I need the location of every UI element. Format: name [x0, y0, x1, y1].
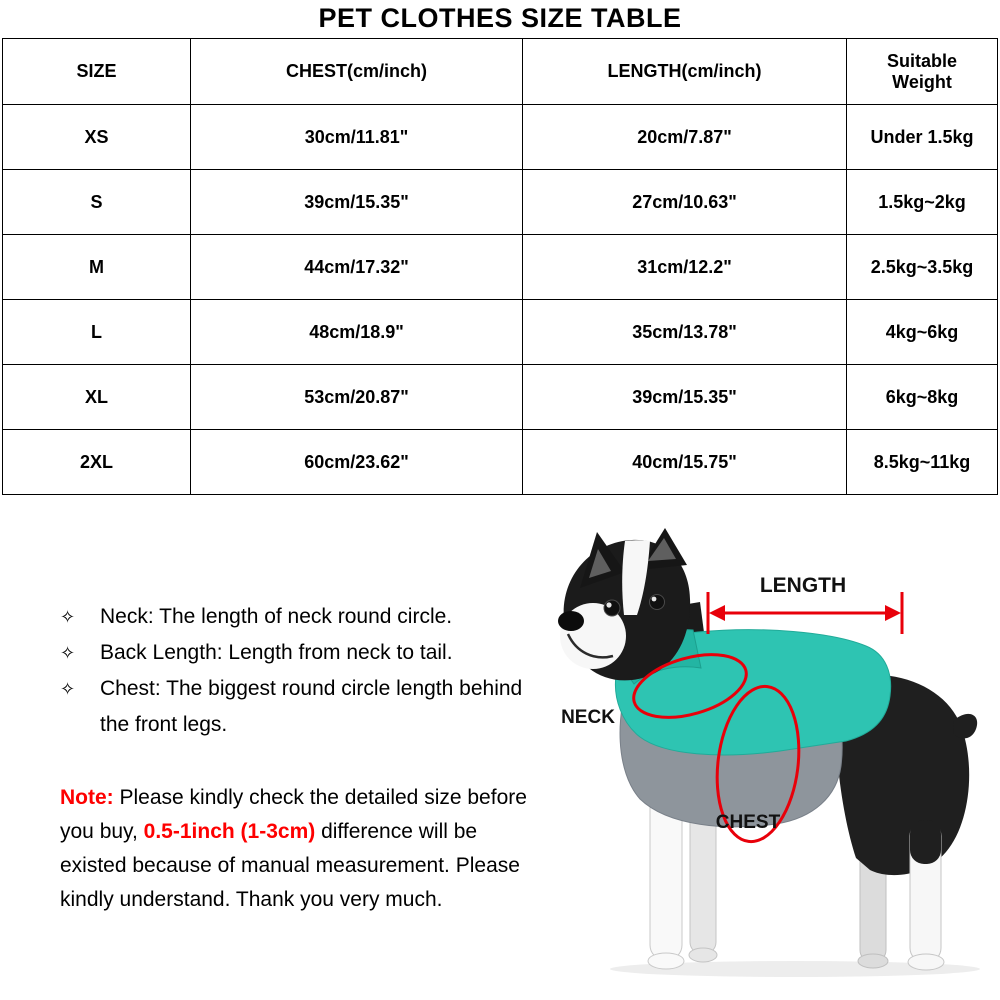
disclaimer-note [60, 781, 538, 917]
table-cell: 20cm/7.87" [523, 105, 847, 170]
table-cell: S [3, 170, 191, 235]
table-cell: 1.5kg~2kg [847, 170, 998, 235]
measurement-note-item [58, 671, 546, 743]
table-row [3, 365, 998, 430]
table-cell: 60cm/23.62" [191, 430, 523, 495]
table-cell: 35cm/13.78" [523, 300, 847, 365]
column-header: CHEST(cm/inch) [191, 39, 523, 105]
column-header: LENGTH(cm/inch) [523, 39, 847, 105]
dog-illustration [540, 528, 1000, 980]
table-row [3, 300, 998, 365]
table-cell: 39cm/15.35" [191, 170, 523, 235]
sparkle-bullet-icon: ✧ [60, 643, 76, 663]
table-cell: 44cm/17.32" [191, 235, 523, 300]
dog-eye-right [650, 595, 665, 610]
table-cell: 48cm/18.9" [191, 300, 523, 365]
table-cell: 40cm/15.75" [523, 430, 847, 495]
sparkle-bullet-icon: ✧ [60, 607, 76, 627]
table-cell: L [3, 300, 191, 365]
length-label: LENGTH [759, 574, 847, 597]
disclaimer-label: Note: [60, 786, 114, 809]
dog-head [558, 528, 690, 680]
size-table-body [3, 105, 998, 495]
table-row [3, 430, 998, 495]
sparkle-bullet-icon: ✧ [60, 679, 76, 699]
table-cell: 30cm/11.81" [191, 105, 523, 170]
table-cell: 4kg~6kg [847, 300, 998, 365]
measurement-note-text: Back Length: Length from neck to tail. [100, 641, 453, 664]
chest-label: CHEST [715, 812, 781, 833]
disclaimer-text-1: Please kindly check the detailed size before you buy, [60, 786, 527, 843]
size-table [2, 38, 998, 495]
length-arrow [708, 592, 902, 634]
table-row [3, 235, 998, 300]
table-cell: 31cm/12.2" [523, 235, 847, 300]
dog-nose [558, 611, 584, 631]
measurement-note-text: Neck: The length of neck round circle. [100, 605, 453, 628]
column-header: Suitable Weight [847, 39, 998, 105]
neck-label: NECK [561, 707, 615, 728]
disclaimer-text-2: difference will be existed because of manual measurement. Please kindly understand. Thank you very much. [60, 820, 520, 911]
measurement-note-item [58, 599, 546, 635]
table-cell: 8.5kg~11kg [847, 430, 998, 495]
dog-measurement-figure [540, 528, 1000, 980]
table-cell: 53cm/20.87" [191, 365, 523, 430]
table-cell: M [3, 235, 191, 300]
measurement-note-item [58, 635, 546, 671]
table-cell: 2XL [3, 430, 191, 495]
measurement-note-text: Chest: The biggest round circle length behind the front legs. [100, 677, 523, 736]
measurement-notes-list [58, 599, 546, 743]
disclaimer-highlight: 0.5-1inch (1-3cm) [143, 820, 316, 843]
column-header: SIZE [3, 39, 191, 105]
table-cell: 6kg~8kg [847, 365, 998, 430]
table-cell: 2.5kg~3.5kg [847, 235, 998, 300]
table-row [3, 170, 998, 235]
table-cell: 39cm/15.35" [523, 365, 847, 430]
table-cell: Under 1.5kg [847, 105, 998, 170]
dog-eye-left [604, 600, 620, 616]
table-cell: XL [3, 365, 191, 430]
page-title: PET CLOTHES SIZE TABLE [318, 3, 682, 33]
table-cell: XS [3, 105, 191, 170]
table-cell: 27cm/10.63" [523, 170, 847, 235]
size-table-header-row [3, 39, 998, 105]
dog-hind-leg [908, 820, 944, 970]
table-row [3, 105, 998, 170]
